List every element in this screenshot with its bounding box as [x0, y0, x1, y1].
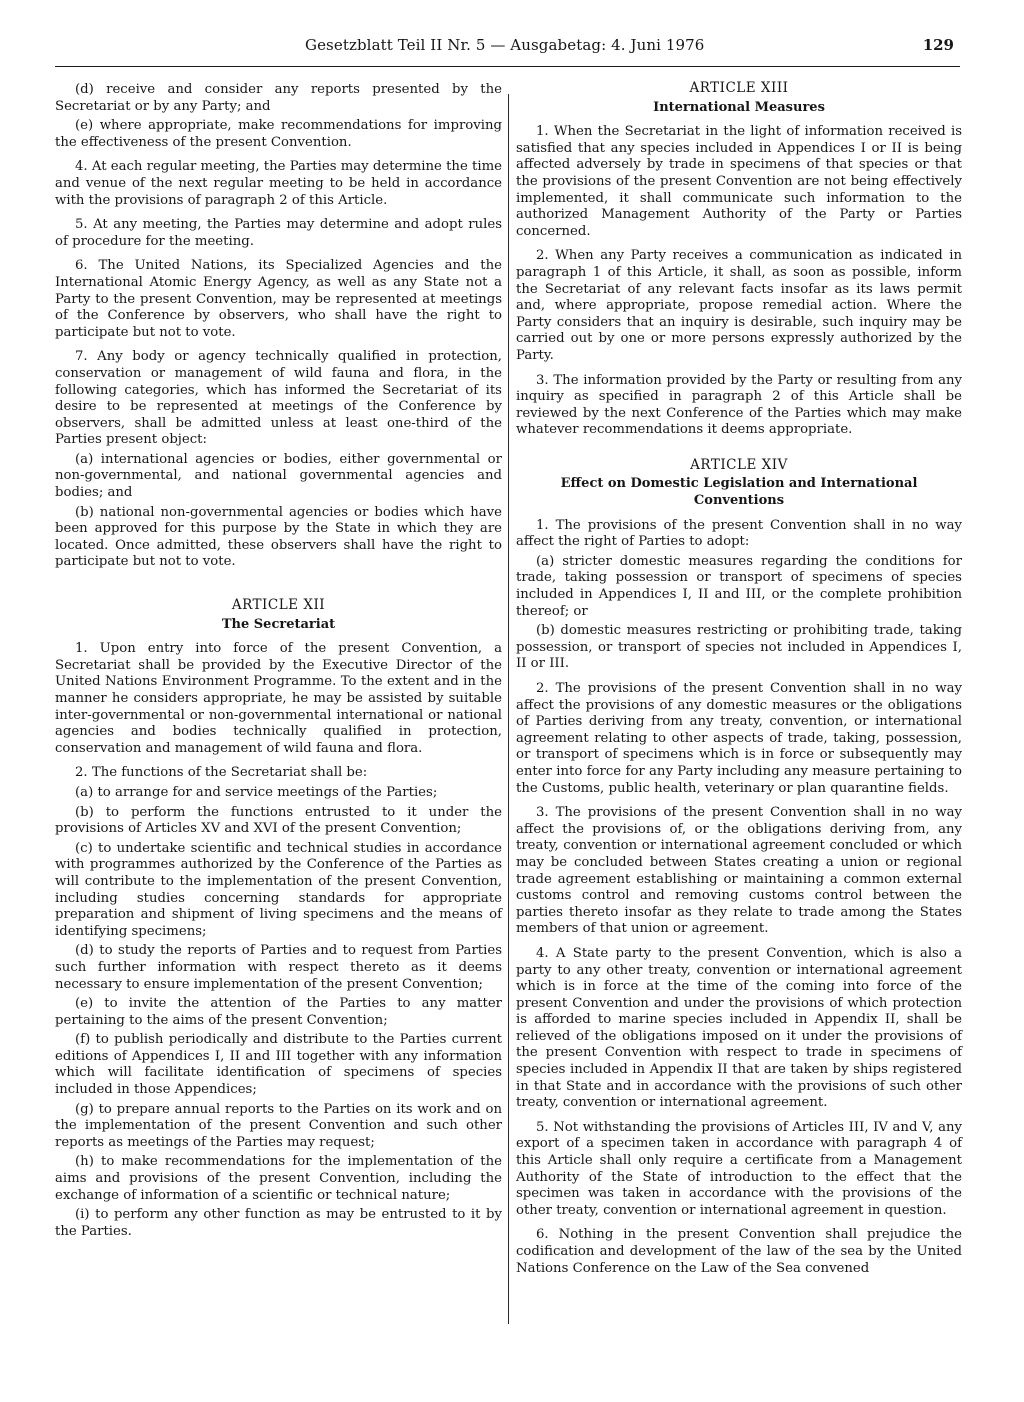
article-14-item-b: (b) domestic measures restricting or prohibiting trade, taking possession, or transport of species not included in Appendices I, II or III. [516, 623, 962, 672]
paragraph-5: 5. At any meeting, the Parties may determine and adopt rules of procedure for the meeting. [55, 217, 502, 249]
paragraph-7b: (b) national non-governmental agencies or bodies which have been approved for this purpose by the State in which they are located. Once admitted, these observers shall have the right to participate but not to vote. [55, 504, 502, 570]
article-13-paragraph-2: 2. When any Party receives a communication as indicated in paragraph 1 of this Article, it shall, as soon as possible, inform the Secretariat of any relevant facts insofar as its laws permit and, where appropriate, propose remedial action. Where the Party considers that an inquiry is desirable, such inquiry may be carried out by one or more persons expressly authorized by the Party. [516, 248, 962, 363]
article-13-heading: ARTICLE XIII [689, 80, 789, 96]
article-12-item-c: (c) to undertake scientific and technical studies in accordance with programmes authorized by the Conference of the Parties as will contribute to the implementation of the present Convention, including studies concerning standards for appropriate preparation and shipment of living specimens and the means of identifying specimens; [55, 840, 502, 939]
article-14-paragraph-2: 2. The provisions of the present Convention shall in no way affect the provisions of any domestic measures or the obligations of Parties deriving from any treaty, convention, or international agreement relating to other aspects of trade, taking, possession, or transport of specimens which is in force or subsequently may enter into force for any Party including any measure pertaining to the Customs, public health, veterinary or plan quarantine fields. [516, 681, 962, 796]
article-14-paragraph-6: 6. Nothing in the present Convention shall prejudice the codification and development of the law of the sea by the United Nations Conference on the Law of the Sea convened [516, 1227, 962, 1276]
article-14-paragraph-1: 1. The provisions of the present Convention shall in no way affect the right of Parties to adopt: [516, 517, 962, 550]
article-13-paragraph-1: 1. When the Secretariat in the light of information received is satisfied that any species included in Appendices I or II is being affected adversely by trade in specimens of that species or that the provisions of the present Convention are not being effectively implemented, it shall communicate such information to the authorized Management Authority of the Party or Parties concerned. [516, 124, 962, 239]
header-title: Gesetzblatt Teil II Nr. 5 — Ausgabetag: 4. Juni 1976 [305, 36, 705, 54]
article-14-paragraph-3: 3. The provisions of the present Convention shall in no way affect the provisions of, or the obligations deriving from, any treaty, convention or international agreement concluded or which may be concluded between States creating a union or regional trade agreement establishing or maintaining a common external customs control and removing customs control between the parties thereto insofar as they relate to trade among the States members of that union or agreement. [516, 805, 962, 937]
article-14-title: Effect on Domestic Legislation and International Conventions [560, 476, 918, 509]
paragraph-4: 4. At each regular meeting, the Parties may determine the time and venue of the next regular meeting to be held in accordance with the provisions of paragraph 2 of this Article. [55, 159, 502, 208]
article-12-paragraph-2: 2. The functions of the Secretariat shall be: [75, 765, 368, 781]
article-14-item-a: (a) stricter domestic measures regarding the conditions for trade, taking possession or transport of specimens of species included in Appendices I, II and III, or the complete prohibition thereof; or [516, 553, 962, 619]
article-14-paragraph-5: 5. Not withstanding the provisions of Articles III, IV and V, any export of a specimen taken in accordance with paragraph 4 of this Article shall only require a certificate from a Management Authority of the State of introduction to the effect that the specimen was taken in accordance with the provisions of the other treaty, convention or international agreement in question. [516, 1119, 962, 1218]
paragraph-7a: (a) international agencies or bodies, either governmental or non-governmental, and national governmental agencies and bodies; and [55, 451, 502, 501]
article-13-paragraph-3: 3. The information provided by the Party or resulting from any inquiry as specified in paragraph 2 of this Article shall be reviewed by the next Conference of the Parties which may make whatever recommendations it deems appropriate. [516, 372, 962, 438]
article-12-paragraph-1: 1. Upon entry into force of the present Convention, a Secretariat shall be provided by the Executive Director of the United Nations Environment Programme. To the extent and in the manner he considers appropriate, he may be assisted by suitable inter-governmental or non-governmental international or national agencies and bodies technically qualified in protection, conservation and management of wild fauna and flora. [55, 641, 502, 756]
left-column [55, 82, 502, 1243]
article-12-title: The Secretariat [221, 616, 336, 632]
paragraph-e-recommend: (e) where appropriate, make recommendations for improving the effectiveness of the present Convention. [55, 118, 502, 150]
paragraph-6: 6. The United Nations, its Specialized Agencies and the International Atomic Energy Agency, as well as any State not a Party to the present Convention, may be represented at meetings of the Conference by observers, who shall have the right to participate but not to vote. [55, 258, 502, 340]
article-13-title: International Measures [653, 99, 825, 115]
article-12-item-h: (h) to make recommendations for the implementation of the aims and provisions of the present Convention, including the exchange of information of a scientific or technical nature; [55, 1154, 502, 1203]
page-header [55, 36, 960, 67]
page-number: 129 [922, 36, 954, 54]
right-column [516, 80, 962, 1285]
article-12-item-b: (b) to perform the functions entrusted to it under the provisions of Articles XV and XVI of the present Convention; [55, 804, 502, 837]
article-14-heading: ARTICLE XIV [690, 456, 788, 473]
article-12-item-i: (i) to perform any other function as may be entrusted to it by the Parties. [55, 1207, 502, 1239]
article-14-paragraph-4: 4. A State party to the present Convention, which is also a party to any other treaty, convention or international agreement which is in force at the time of the coming into force of the present Convention and under the provisions of which protection is afforded to marine species included in Appendix II, shall be relieved of the obligations imposed on it under the provisions of the present Convention with respect to trade in specimens of species included in Appendix II that are taken by ships registered in that State and in accordance with the provisions of such other treaty, convention or international agreement. [516, 945, 962, 1111]
article-12-item-d: (d) to study the reports of Parties and to request from Parties such further information with respect thereto as it deems necessary to ensure implementation of the present Convention; [55, 943, 502, 992]
article-12-item-g: (g) to prepare annual reports to the Parties on its work and on the implementation of the present Convention and such other reports as meetings of the Parties may request; [55, 1101, 502, 1150]
column-divider [508, 94, 509, 1324]
paragraph-d-receive: (d) receive and consider any reports presented by the Secretariat or by any Party; and [55, 82, 502, 114]
paragraph-7: 7. Any body or agency technically qualified in protection, conservation or management of wild fauna and flora, in the following categories, which has informed the Secretariat of its desire to be represented at meetings of the Conference by observers, shall be admitted unless at least one-third of the Parties present object: [55, 349, 502, 448]
article-12-item-f: (f) to publish periodically and distribute to the Parties current editions of Appendices I, II and III together with any information which will facilitate identification of specimens of species included in those Appendices; [55, 1032, 502, 1098]
article-12-item-a: (a) to arrange for and service meetings of the Parties; [75, 784, 438, 800]
article-12-item-e: (e) to invite the attention of the Parties to any matter pertaining to the aims of the present Convention; [55, 996, 502, 1028]
article-12-heading: ARTICLE XII [231, 597, 326, 614]
